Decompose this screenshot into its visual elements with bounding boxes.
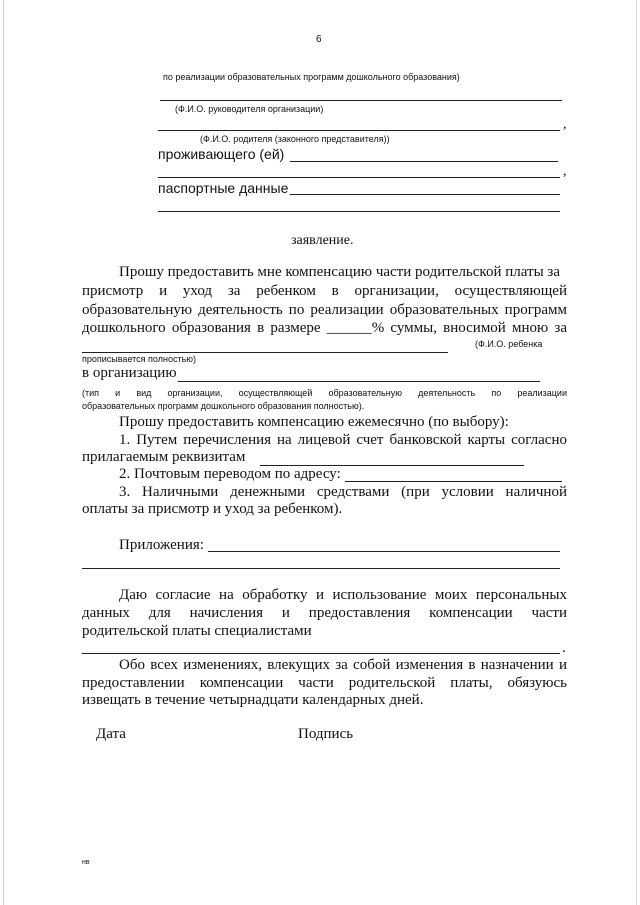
in-org-label: в организацию	[82, 365, 177, 381]
attachments-line[interactable]	[208, 551, 560, 552]
attachments-label: Приложения:	[119, 537, 204, 553]
child-caption: (Ф.И.О. ребенка	[475, 339, 543, 349]
request-line-4: дошкольного образования в размере ______% суммы, вносимой мною за	[82, 320, 567, 336]
residing-label: проживающего (ей)	[158, 146, 285, 162]
option-2: 2. Почтовым переводом по адресу:	[119, 466, 341, 482]
child-caption-cont: прописывается полностью)	[82, 354, 197, 364]
date-label: Дата	[96, 726, 126, 742]
child-name-line[interactable]	[82, 352, 448, 353]
residing-line[interactable]	[290, 161, 558, 162]
option-1-line-1: 1. Путем перечисления на лицевой счет банковской карты согласно	[119, 432, 567, 448]
consent-line-1: Даю согласие на обработку и использование моих персональных	[119, 587, 567, 603]
parent-name-line[interactable]	[158, 130, 560, 131]
scan-mark: нв	[82, 859, 90, 866]
option-3-line-2: оплаты за присмотр и уход за ребенком).	[82, 501, 343, 517]
period: .	[562, 640, 566, 656]
passport-line[interactable]	[290, 194, 560, 195]
specialists-line[interactable]	[82, 653, 560, 654]
changes-line-3: извещать в течение четырнадцати календарных дней.	[82, 692, 424, 708]
option-3-line-1: 3. Наличными денежными средствами (при условии наличной	[119, 484, 567, 500]
address-line[interactable]	[158, 177, 560, 178]
document-title: заявление.	[291, 233, 354, 248]
consent-line-2: данных для начисления и предоставления компенсации части	[82, 605, 567, 621]
org-type-caption-1: (тип и вид организации, осуществляющей образовательную деятельность по реализации	[82, 388, 567, 398]
consent-line-3: родительской платы специалистами	[82, 623, 312, 639]
comma: ,	[563, 117, 567, 132]
scan-edge-right	[636, 0, 637, 905]
request-line-3: образовательную деятельность по реализации образовательных программ	[82, 302, 567, 318]
comma: ,	[563, 164, 567, 179]
attachments-line-2[interactable]	[82, 568, 560, 569]
head-caption: (Ф.И.О. руководителя организации)	[175, 104, 324, 114]
page-number: 6	[316, 34, 322, 45]
monthly-text: Прошу предоставить компенсацию ежемесячно (по выбору):	[119, 414, 509, 430]
parent-caption: (Ф.И.О. родителя (законного представителя))	[200, 134, 390, 144]
scan-edge-left	[3, 0, 4, 905]
request-line-2: присмотр и уход за ребенком в организации, осуществляющей	[82, 283, 567, 299]
org-name-line[interactable]	[178, 381, 540, 382]
passport-label: паспортные данные	[158, 180, 289, 196]
passport-line-2[interactable]	[158, 211, 560, 212]
head-name-line[interactable]	[160, 100, 562, 101]
org-line: по реализации образовательных программ дошкольного образования)	[163, 72, 460, 82]
option-1-line-2: прилагаемым реквизитам	[82, 449, 246, 465]
request-line-1: Прошу предоставить мне компенсацию части родительской платы за	[119, 264, 560, 280]
changes-line-1: Обо всех изменениях, влекущих за собой изменения в назначении и	[119, 657, 567, 673]
signature-label: Подпись	[298, 726, 354, 742]
postal-address-line[interactable]	[345, 481, 562, 482]
changes-line-2: предоставлении компенсации части родительской платы, обязуюсь	[82, 675, 567, 691]
org-type-caption-2: образовательных программ дошкольного образования полностью).	[82, 401, 365, 411]
